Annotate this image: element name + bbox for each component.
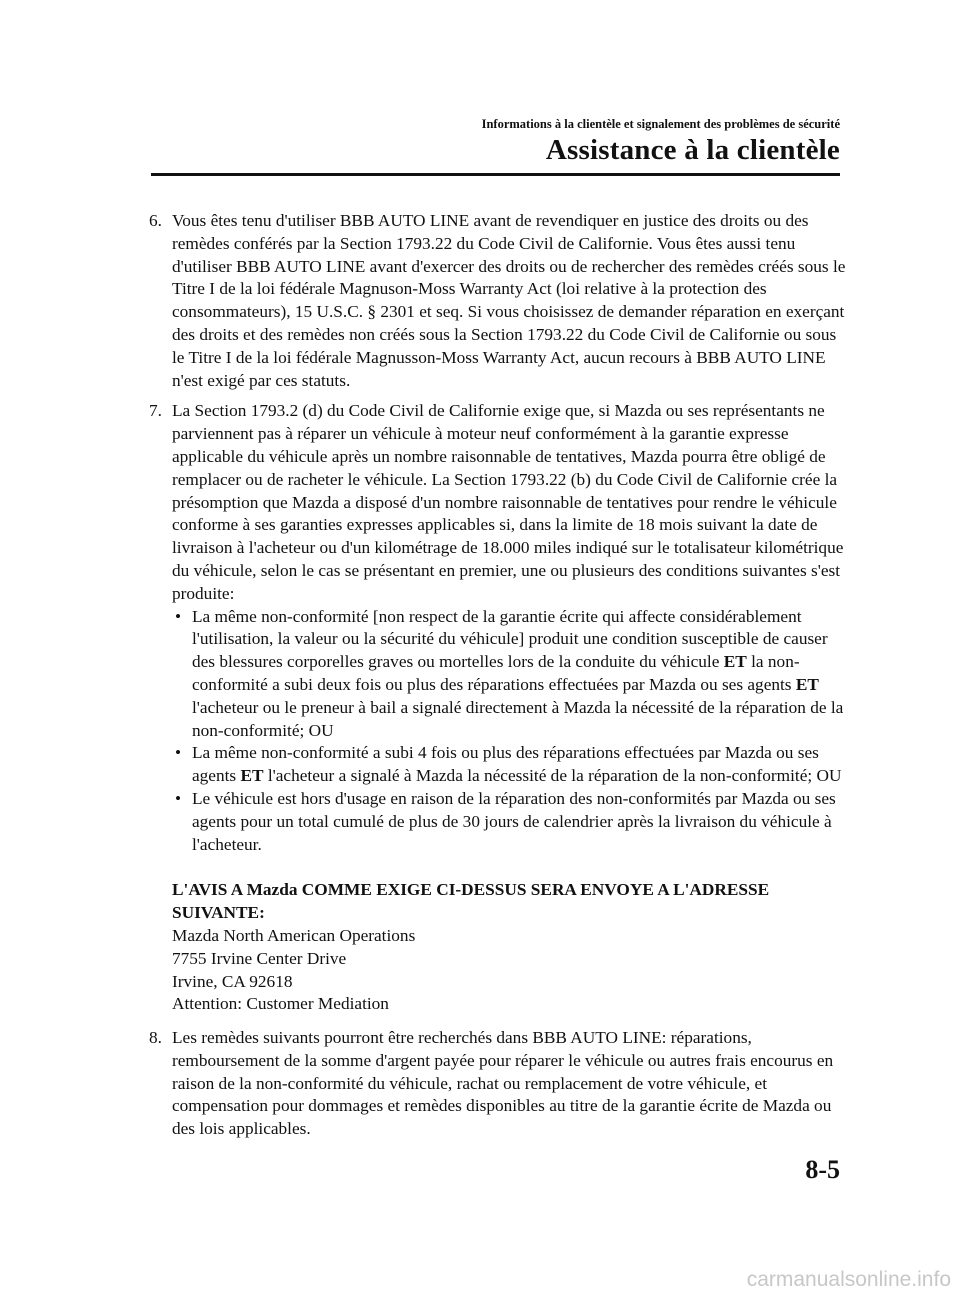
bullet-icon: • xyxy=(175,606,182,626)
emphasis-et: ET xyxy=(723,652,747,672)
emphasis-et: ET xyxy=(240,766,264,786)
watermark-text: carmanualsonline.info xyxy=(746,1268,951,1291)
notice-address-block xyxy=(149,879,849,1016)
page-number: 8-5 xyxy=(805,1155,840,1184)
item-text: La Section 1793.2 (d) du Code Civil de Californie exige que, si Mazda ou ses représentants ne parviennent pas à réparer un véhicule à moteur neuf conformément à la garantie expresse applicable du véhicule après un nombre raisonnable de tentatives, Mazda pourra être obligé de remplacer ou de racheter le véhicule. La Section 1793.22 (b) du Code Civil de Californie crée la présomption que Mazda a disposé d'un nombre raisonnable de tentatives pour rendre le véhicule conforme à ses garanties expresses applicables si, dans la limite de 18 mois suivant la date de livraison à l'acheteur ou d'un kilométrage de 18.000 miles indiqué sur le totalisateur kilométrique du véhicule, selon le cas se présentant en premier, une ou plusieurs des conditions suivantes s'est produite: xyxy=(172,401,844,603)
bullet-icon: • xyxy=(175,743,182,763)
bullet-text: Le véhicule est hors d'usage en raison de la réparation des non-conformités par Mazda ou ses agents pour un total cumulé de plus de 30 jours de calendrier après la livraison du véhicule à l'acheteur. xyxy=(192,788,836,854)
bullet-icon: • xyxy=(175,788,182,808)
body-content xyxy=(149,210,849,1149)
notice-heading: L'AVIS A Mazda COMME EXIGE CI-DESSUS SERA ENVOYE A L'ADRESSE SUIVANTE: xyxy=(172,880,770,923)
running-header: Informations à la clientèle et signalement des problèmes de sécurité xyxy=(481,117,840,131)
bullet-text: La même non-conformité a subi 4 fois ou plus des réparations effectuées par Mazda ou ses agents xyxy=(192,743,819,786)
bullet-text: l'acheteur a signalé à Mazda la nécessité de la réparation de la non-conformité; OU xyxy=(263,766,842,786)
item-number: 7. xyxy=(149,401,162,421)
bullet-item xyxy=(172,788,849,856)
page-title: Assistance à la clientèle xyxy=(545,134,840,166)
header-rule xyxy=(151,173,840,176)
bullet-item xyxy=(172,742,849,788)
bullet-text: La même non-conformité [non respect de la garantie écrite qui affecte considérablement l'utilisation, la valeur ou la sécurité du véhicule] produit une condition susceptible de causer des blessures corporelles graves ou mortelles lors de la conduite du véhicule xyxy=(192,606,828,672)
item-text: Vous êtes tenu d'utiliser BBB AUTO LINE avant de revendiquer en justice des droits ou des remèdes conférés par la Section 1793.22 du Code Civil de Californie. Vous êtes aussi tenu d'utiliser BBB AUTO LINE avant d'exercer des droits ou de rechercher des remèdes créés sous le Titre I de la loi fédérale Magnuson-Moss Warranty Act (loi relative à la protection des consommateurs), 15 U.S.C. § 2301 et seq. Si vous choisissez de demander réparation en exerçant des droits et des remèdes non créés sous la Section 1793.22 du Code Civil de Californie ou sous le Titre I de la loi fédérale Magnusson-Moss Warranty Act, aucun recours à BBB AUTO LINE n'est exigé par ces statuts. xyxy=(172,211,846,390)
address-company: Mazda North American Operations xyxy=(172,925,416,945)
item-number: 8. xyxy=(149,1028,162,1048)
address-city: Irvine, CA 92618 xyxy=(172,971,293,991)
list-item-7 xyxy=(149,400,849,856)
bullet-text: l'acheteur ou le preneur à bail a signalé directement à Mazda la nécessité de la réparation de la non-conformité; OU xyxy=(192,697,844,740)
bullet-item xyxy=(172,606,849,743)
item-number: 6. xyxy=(149,211,162,230)
address-attention: Attention: Customer Mediation xyxy=(172,994,389,1014)
bullet-text: la non-conformité a subi deux fois ou plus des réparations effectuées par Mazda ou ses agents xyxy=(192,652,800,694)
list-item-6 xyxy=(149,210,849,392)
address-street: 7755 Irvine Center Drive xyxy=(172,948,347,968)
emphasis-et: ET xyxy=(795,674,819,694)
list-item-8 xyxy=(149,1027,849,1141)
item-text: Les remèdes suivants pourront être recherchés dans BBB AUTO LINE: réparations, remboursement de la somme d'argent payée pour réparer le véhicule ou autres frais encourus en raison de la non-conformité du véhicule, rachat ou remplacement de votre véhicule, et compensation pour dommages et remèdes disponibles au titre de la garantie écrite de Mazda ou des lois applicables. xyxy=(172,1028,834,1139)
